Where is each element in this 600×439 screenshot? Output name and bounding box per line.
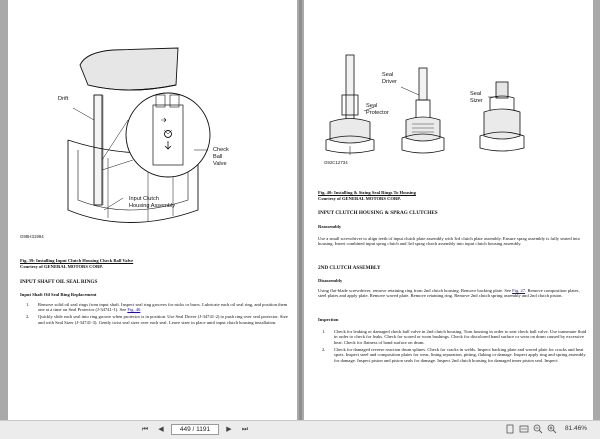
label-seal-sizer-2: Sizer [470, 98, 483, 104]
document-page-right [304, 0, 593, 420]
label-drift: Drift [58, 96, 69, 102]
disassembly-paragraph: Using flat-blade screwdriver, remove retaining ring from 2nd clutch housing. Remove backing plate. See Fig. 27. Remove composition plates, steel plates and apply plate. Remove waved plate. Remove retaining ring. Remove 2nd clutch spring assembly and 2nd clutch piston. [318, 288, 580, 299]
figure-39-caption: Fig. 39: Installing Input Clutch Housing Check Ball Valve [20, 258, 134, 263]
label-check-ball-valve-2: Ball [213, 154, 223, 160]
previous-page-button[interactable]: ◀ [158, 426, 164, 433]
figure-39-courtesy: Courtesy of GENERAL MOTORS CORP. [20, 264, 103, 269]
figure-40-caption: Fig. 40: Installing & Sizing Seal Rings To Housing [318, 190, 416, 195]
zoom-level[interactable]: 81.46% [565, 425, 588, 432]
page-number-input[interactable]: 449 / 1191 [171, 424, 219, 435]
figure-40-illustration [304, 40, 593, 170]
label-input-clutch-1: Input Clutch [129, 196, 159, 202]
subsection-disassembly: Disassembly [318, 278, 343, 283]
right-steps-list [322, 329, 588, 364]
page-divider [299, 0, 302, 420]
list-item: 2. Quickly slide each seal into ring groove when protector is in position. Use Seal Driver (J-34741-2) to push ring over seal protector. Size and with Seal Sizer (J-34741-3). Gently twist seal sizer over each seal. Leave sizer in place until input clutch housing installation. [26, 314, 288, 325]
subsection-title-seal-ring: Input Shaft Oil Seal Ring Replacement [20, 292, 97, 297]
label-input-clutch-2: Housing Assembly [129, 203, 176, 209]
list-item: 1. Check for leaking or damaged check ball valve in 2nd clutch housing. Turn housing in order to seat check ball valve. Use transmute fluid in order to check for leaks. Check for scored or worn bushings. Check for discolored band surface or wear on drum caused by excessive heat. Check for flatness of band surface on drum. [322, 329, 587, 345]
label-seal-driver-2: Driver [382, 79, 397, 85]
section-title-input-clutch: INPUT CLUTCH HOUSING & SPRAG CLUTCHES [318, 210, 438, 216]
reassembly-paragraph: Use a small screwdriver to align teeth of input clutch plate assembly with 3rd clutch plate assembly. Ensure sprag assembly is fully seated into housing. Insert combined input sprag clutch and 3rd sprag clutch assembly into input clutch housing assembly. [318, 236, 580, 247]
figure-40-courtesy: Courtesy of GENERAL MOTORS CORP. [318, 196, 401, 201]
zoom-in-icon[interactable] [547, 424, 557, 434]
label-seal-protector-2: Protector [366, 110, 389, 116]
subsection-reassembly: Reassembly [318, 224, 342, 229]
figure-39-id: G98H31994 [20, 234, 44, 239]
last-page-button[interactable]: ⏭ [241, 426, 249, 433]
label-seal-protector-1: Seal [366, 103, 378, 109]
document-page-left [8, 0, 297, 420]
next-page-button[interactable]: ▶ [226, 426, 232, 433]
fit-width-icon[interactable] [519, 424, 529, 434]
zoom-out-icon[interactable] [533, 424, 543, 434]
label-check-ball-valve-3: Valve [213, 161, 227, 167]
viewer-status-bar [0, 420, 600, 439]
figure-39-illustration [8, 40, 297, 240]
fit-page-icon[interactable] [505, 424, 515, 434]
label-seal-driver-1: Seal [382, 72, 394, 78]
label-seal-sizer-1: Seal [470, 91, 482, 97]
first-page-button[interactable]: ⏮ [141, 426, 149, 433]
section-title-2nd-clutch: 2ND CLUTCH ASSEMBLY [318, 265, 381, 271]
link-fig-27[interactable]: Fig. 27 [512, 288, 526, 293]
left-steps-list [26, 302, 288, 327]
list-item: 1. Remove solid oil seal rings from input shaft. Inspect seal ring grooves for nicks or burrs. Lubricate each oil seal ring, and position them one at a time on Seal Protector (J-34741-1). See Fig. 40. [26, 302, 288, 313]
link-fig-40[interactable]: Fig. 40 [127, 307, 141, 313]
label-check-ball-valve-1: Check [213, 147, 229, 153]
subsection-inspection: Inspection [318, 317, 339, 322]
figure-40-id: G92C12734 [324, 160, 348, 165]
list-item: 2. Check for damaged reverse reaction drum splines. Check for cracks in welds. Inspect backing plate and waved plate for cracks and heat spots. Inspect steel and composition plates for wear, lining separation, pitting, flaking or damage. Inspect apply ring and spring assembly for damage. Inspect piston and piston seals for damage. Inspect 2nd clutch housing for damaged inner piston seal. Inspect [322, 346, 586, 363]
section-title-input-shaft: INPUT SHAFT OIL SEAL RINGS [20, 279, 98, 285]
